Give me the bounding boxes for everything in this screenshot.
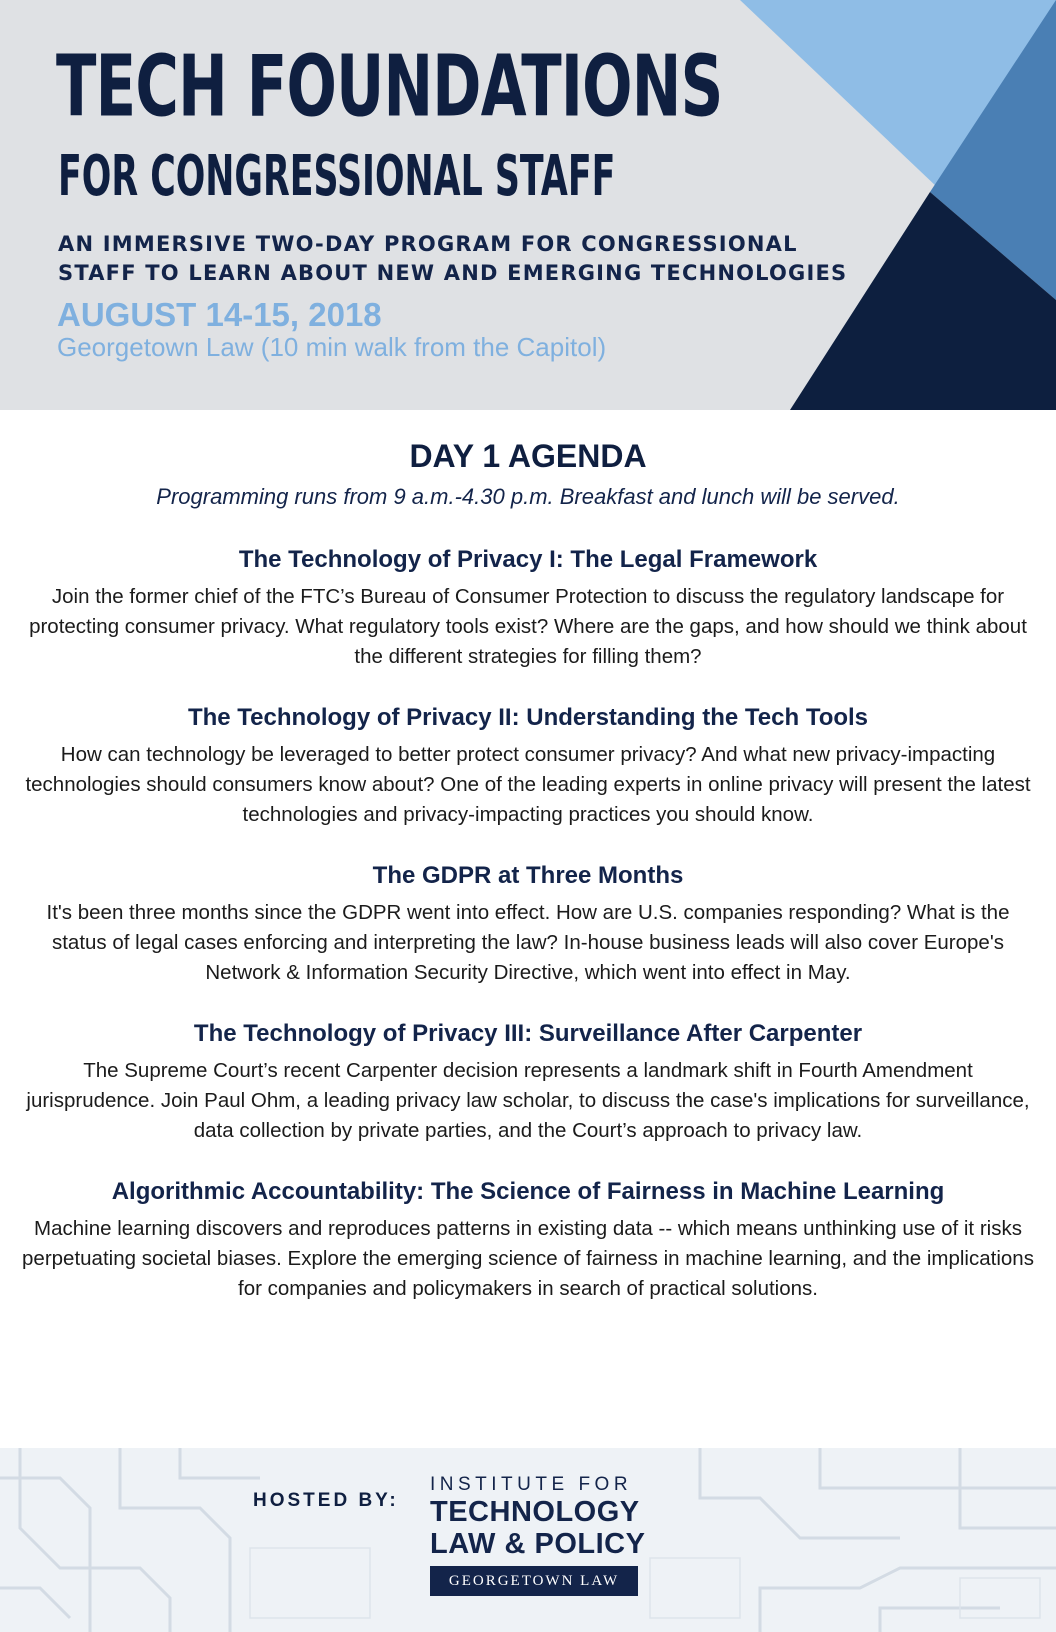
- session-item: [20, 702, 1036, 830]
- session-title: The Technology of Privacy I: The Legal Framework: [238, 546, 818, 573]
- program-tagline: AN IMMERSIVE TWO-DAY PROGRAM FOR CONGRESSIONAL STAFF TO LEARN ABOUT NEW AND EMERGING TECHNOLOGIES: [58, 232, 848, 285]
- session-description: Machine learning discovers and reproduces patterns in existing data -- which means unthinking use of it risks perpetuating societal biases. Explore the emerging science of fairness in machine learning, and the implications for companies and policymakers in search of practical solutions.: [22, 1217, 1034, 1300]
- session-title: Algorithmic Accountability: The Science of Fairness in Machine Learning: [111, 1178, 945, 1205]
- session-item: [20, 544, 1036, 672]
- logo-line-2: TECHNOLOGY: [430, 1496, 640, 1528]
- page-subtitle: FOR CONGRESSIONAL STAFF: [58, 143, 616, 210]
- event-venue: Georgetown Law (10 min walk from the Capitol): [57, 332, 607, 362]
- institute-logo: [430, 1474, 646, 1596]
- session-title: The GDPR at Three Months: [372, 862, 684, 889]
- session-item: [20, 1176, 1036, 1304]
- hosted-by-label: HOSTED BY:: [253, 1490, 399, 1511]
- header-banner: [0, 0, 1056, 410]
- session-item: [20, 1018, 1036, 1146]
- session-description: It's been three months since the GDPR went into effect. How are U.S. companies responding? What is the status of legal cases enforcing and interpreting the law? In-house business leads will also cover Europe's Network & Information Security Directive, which went into effect in May.: [46, 901, 1010, 984]
- session-description: Join the former chief of the FTC’s Bureau of Consumer Protection to discuss the regulatory landscape for protecting consumer privacy. What regulatory tools exist? Where are the gaps, and how should we think about the different strategies for filling them?: [29, 585, 1027, 668]
- footer-banner: [0, 1448, 1056, 1632]
- agenda-heading: DAY 1 AGENDA: [409, 438, 647, 474]
- agenda-section: [20, 436, 1036, 1304]
- agenda-note: Programming runs from 9 a.m.-4.30 p.m. Breakfast and lunch will be served.: [156, 484, 900, 509]
- session-description: The Supreme Court’s recent Carpenter decision represents a landmark shift in Fourth Amendment jurisprudence. Join Paul Ohm, a leading privacy law scholar, to discuss the case's implications for surveillance, data collection by private parties, and the Court’s approach to privacy law.: [26, 1059, 1030, 1142]
- session-title: The Technology of Privacy II: Understanding the Tech Tools: [187, 704, 869, 731]
- page-title: TECH FOUNDATIONS: [56, 36, 723, 136]
- logo-line-3: LAW & POLICY: [430, 1528, 646, 1560]
- logo-line-1: INSTITUTE FOR: [430, 1474, 633, 1495]
- event-date: AUGUST 14-15, 2018: [57, 296, 382, 333]
- session-item: [20, 860, 1036, 988]
- session-title: The Technology of Privacy III: Surveillance After Carpenter: [193, 1020, 863, 1047]
- session-description: How can technology be leveraged to better protect consumer privacy? And what new privacy-impacting technologies should consumers know about? One of the leading experts in online privacy will present the latest technologies and privacy-impacting practices you should know.: [25, 743, 1031, 826]
- logo-line-4: GEORGETOWN LAW: [430, 1566, 638, 1596]
